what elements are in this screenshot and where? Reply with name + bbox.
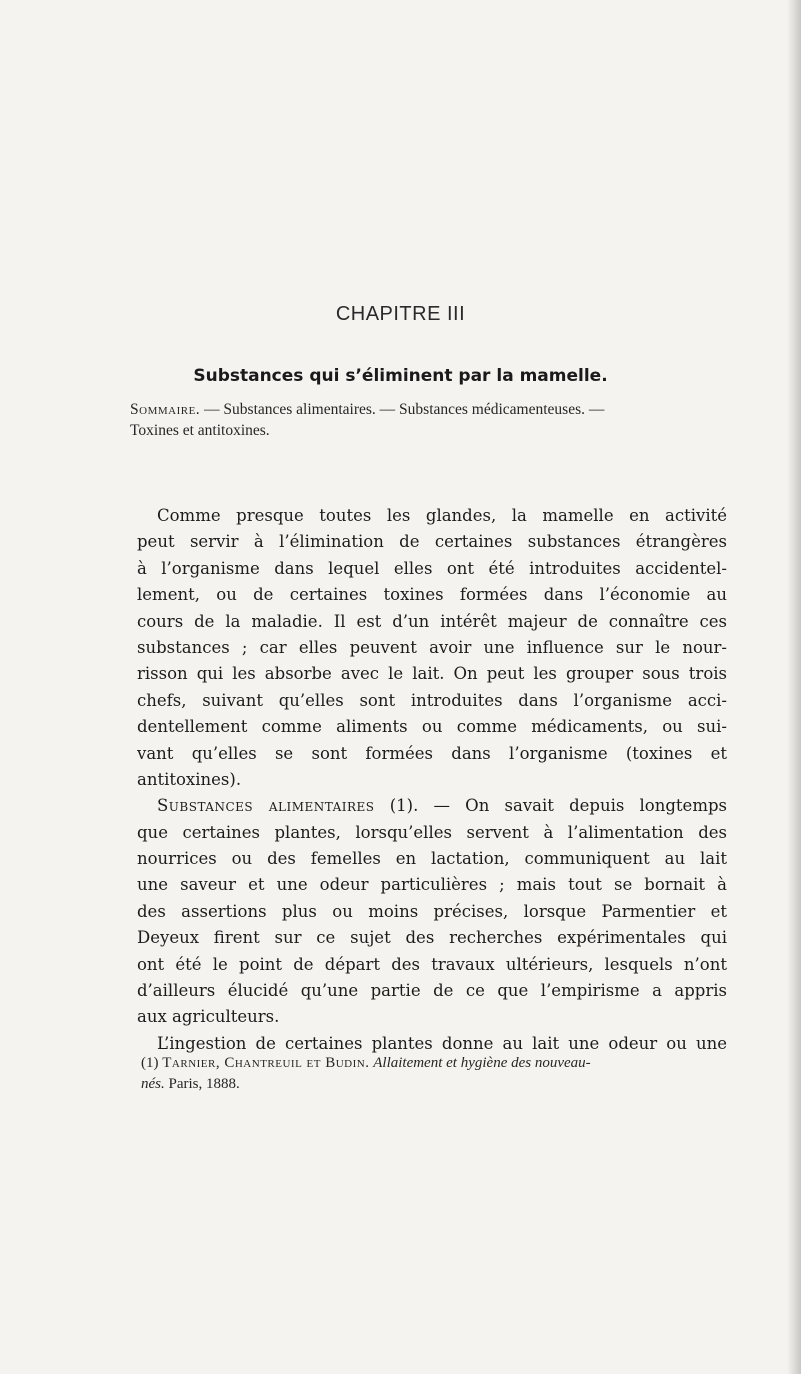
- body-line: d’ailleurs élucidé qu’une partie de ce que l’empirisme a appris: [137, 981, 727, 1001]
- body-line: L’ingestion de certaines plantes donne au lait une odeur ou une: [157, 1033, 727, 1053]
- body-line: cours de la maladie. Il est d’un intérêt majeur de connaître ces: [137, 611, 727, 631]
- summary-line-2: Toxines et antitoxines.: [130, 422, 270, 439]
- chapter-title: Substances qui s’éliminent par la mamelle.: [193, 366, 608, 386]
- body-line: peut servir à l’élimination de certaines substances étrangères: [137, 532, 727, 552]
- body-line: risson qui les absorbe avec le lait. On peut les grouper sous trois: [137, 664, 727, 684]
- body-line: que certaines plantes, lorsqu’elles servent à l’alimentation des: [137, 822, 727, 842]
- body-line: dentellement comme aliments ou comme médicaments, ou sui-: [137, 717, 727, 737]
- body-line: aux agriculteurs.: [137, 1007, 280, 1027]
- summary-label: Sommaire.: [130, 401, 201, 418]
- footnote-line-2: [141, 1074, 731, 1095]
- body-line: vant qu’elles se sont formées dans l’organisme (toxines et: [137, 743, 727, 763]
- body-line: lement, ou de certaines toxines formées dans l’économie au: [137, 585, 727, 605]
- footnote-work-2: nés.: [141, 1076, 165, 1092]
- page-edge-shadow: [787, 0, 801, 1374]
- body-text: [137, 503, 727, 1057]
- section-line: [137, 793, 727, 819]
- body-line: chefs, suivant qu’elles sont introduites dans l’organisme acci-: [137, 690, 727, 710]
- body-line: Deyeux firent sur ce sujet des recherches expérimentales qui: [137, 928, 727, 948]
- body-line: à l’organisme dans lequel elles ont été introduites accidentel-: [137, 558, 727, 578]
- summary-line-1: [130, 399, 730, 420]
- chapter-heading: CHAPITRE III: [335, 303, 466, 325]
- body-line: une saveur et une odeur particulières ; mais tout se bornait à: [137, 875, 727, 895]
- footnote-number: (1): [141, 1055, 159, 1071]
- footnote: [141, 1053, 731, 1095]
- body-line: des assertions plus ou moins précises, lorsque Parmentier et: [137, 901, 727, 921]
- footnote-authors: Tarnier, Chantreuil et Budin.: [162, 1055, 370, 1071]
- summary: [130, 399, 730, 441]
- body-line: ont été le point de départ des travaux ultérieurs, lesquels n’ont: [137, 954, 727, 974]
- section-rest: (1). — On savait depuis longtemps: [374, 796, 727, 816]
- body-line: antitoxines).: [137, 769, 242, 789]
- body-line: nourrices ou des femelles en lactation, communiquent au lait: [137, 849, 727, 869]
- footnote-rest: Paris, 1888.: [168, 1076, 240, 1092]
- body-line: substances ; car elles peuvent avoir une influence sur le nour-: [137, 637, 727, 657]
- summary-text-1: — Substances alimentaires. — Substances médicamenteuses. —: [200, 401, 605, 418]
- body-line: Comme presque toutes les glandes, la mamelle en activité: [157, 506, 727, 525]
- footnote-work: Allaitement et hygiène des nouveau-: [373, 1055, 591, 1071]
- footnote-line-1: [141, 1053, 731, 1074]
- section-label: Substances alimentaires: [157, 796, 375, 816]
